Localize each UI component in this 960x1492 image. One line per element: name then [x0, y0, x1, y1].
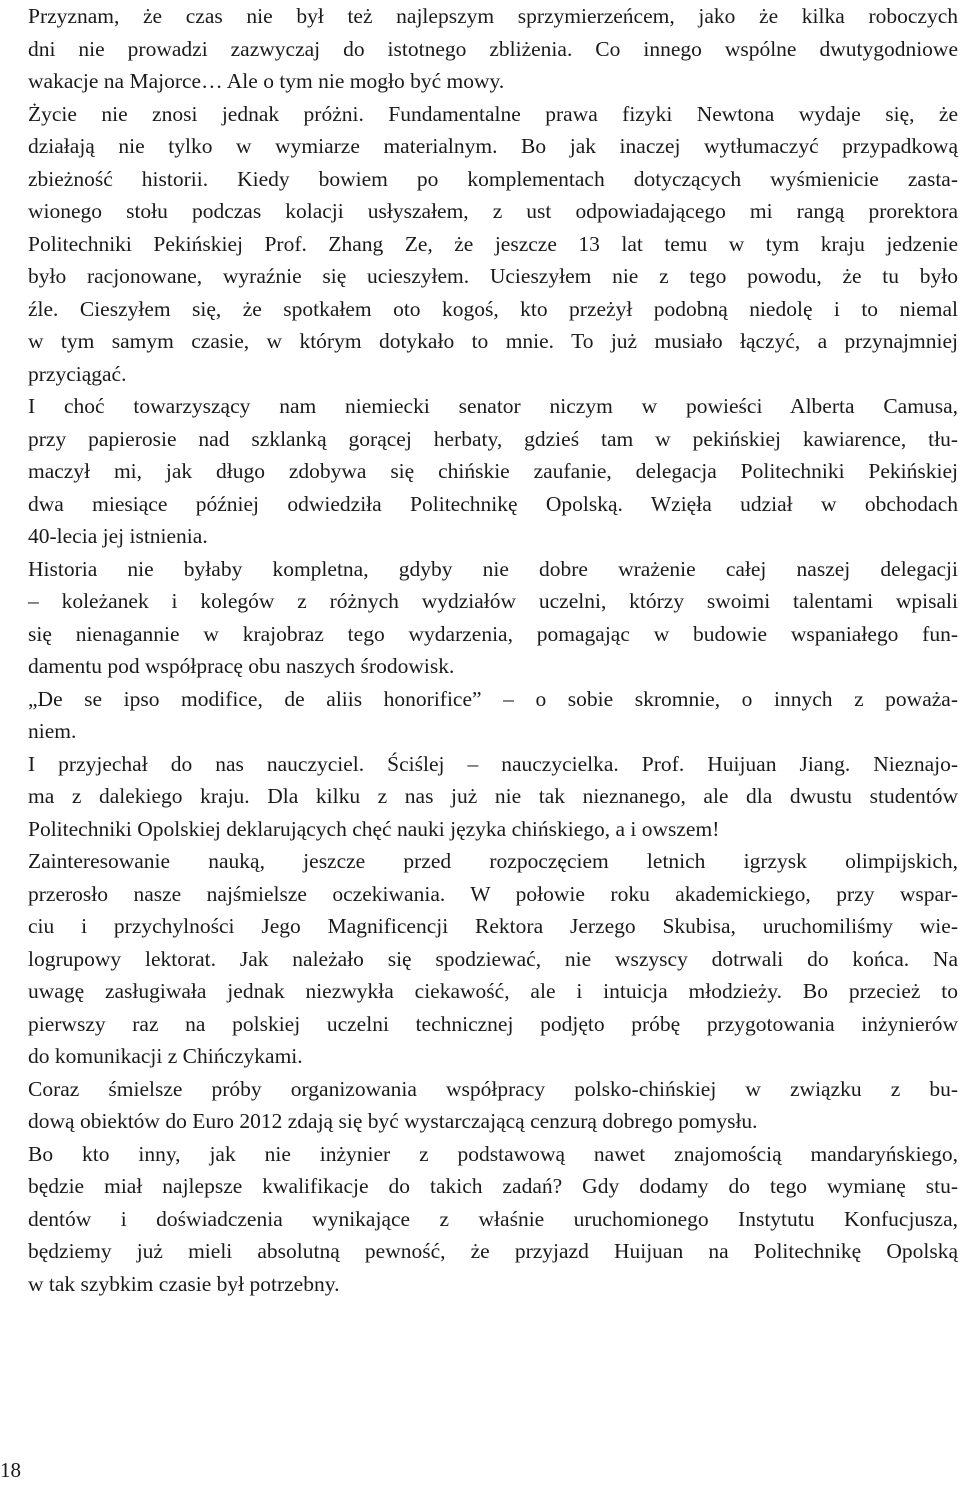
text-line: Bo kto inny, jak nie inżynier z podstawową nawet znajomością mandaryńskiego,: [28, 1141, 958, 1166]
text-line: w tym samym czasie, w którym dotykało to mnie. To już musiało łączyć, a przynajmniej: [28, 329, 958, 353]
text-line: przerosło nasze najśmielsze oczekiwania. W połowie roku akademickiego, przy wspar-: [28, 881, 958, 906]
text-line: ma z dalekiego kraju. Dla kilku z nas już nie tak nieznanego, ale dla dwustu studentów: [28, 784, 958, 808]
text-line: źle. Cieszyłem się, że spotkałem oto kogoś, kto przeżył podobną niedolę i to niemal: [28, 296, 958, 321]
text-line: Coraz śmielsze próby organizowania współpracy polsko-chińskiej w związku z bu-: [28, 1076, 958, 1101]
text-line: I przyjechał do nas nauczyciel. Ściślej – nauczycielka. Prof. Huijuan Jiang. Nieznajo-: [28, 751, 958, 776]
paragraph: [28, 390, 958, 553]
text-line: dwa miesiące później odwiedziła Politechnikę Opolską. Wzięła udział w obchodach: [28, 491, 958, 516]
paragraph: [28, 98, 958, 391]
text-line: działają nie tylko w wymiarze materialnym. Bo jak inaczej wytłumaczyć przypadkową: [28, 134, 958, 158]
text-line: Życie nie znosi jednak próżni. Fundamentalne prawa fizyki Newtona wydaje się, że: [28, 101, 958, 126]
text-line: Zainteresowanie nauką, jeszcze przed rozpoczęciem letnich igrzysk olimpijskich,: [28, 849, 958, 873]
text-line: logrupowy lektorat. Jak należało się spodziewać, nie wszyscy dotrwali do końca. Na: [28, 946, 958, 971]
text-line: się nienagannie w krajobraz tego wydarzenia, pomagając w budowie wspaniałego fun-: [28, 621, 958, 646]
text-line: będzie miał najlepsze kwalifikacje do takich zadań? Gdy dodamy do tego wymianę stu-: [28, 1174, 958, 1198]
text-line: pierwszy raz na polskiej uczelni technicznej podjęto próbę przygotowania inżynierów: [28, 1011, 958, 1036]
paragraph: [28, 1073, 958, 1138]
text-line: do komunikacji z Chińczykami.: [28, 1044, 303, 1068]
text-line: było racjonowane, wyraźnie się ucieszyłem. Ucieszyłem nie z tego powodu, że tu było: [28, 264, 958, 288]
text-line: będziemy już mieli absolutną pewność, że przyjazd Huijuan na Politechnikę Opolską: [28, 1239, 958, 1263]
text-line: przy papierosie nad szklanką gorącej herbaty, gdzieś tam w pekińskiej kawiarence, tłu-: [28, 426, 958, 451]
text-line: – koleżanek i kolegów z różnych wydziałów uczelni, którzy swoimi talentami wpisali: [28, 589, 958, 613]
text-line: Przyznam, że czas nie był też najlepszym sprzymierzeńcem, jako że kilka roboczych: [28, 4, 958, 28]
text-line: przyciągać.: [28, 361, 127, 386]
paragraph: [28, 1138, 958, 1301]
text-line: wionego stołu podczas kolacji usłyszałem, z ust odpowiadającego mi rangą prorektora: [28, 199, 958, 223]
paragraph: [28, 748, 958, 846]
text-line: „De se ipso modifice, de aliis honorifice” – o sobie skromnie, o innych z poważa-: [28, 686, 958, 711]
text-line: I choć towarzyszący nam niemiecki senator niczym w powieści Alberta Camusa,: [28, 394, 958, 418]
page-number: 18: [0, 1458, 21, 1482]
text-line: dentów i doświadczenia wynikające z właśnie uruchomionego Instytutu Konfucjusza,: [28, 1206, 958, 1231]
text-line: wakacje na Majorce… Ale o tym nie mogło być mowy.: [28, 69, 505, 93]
paragraph: [28, 0, 958, 98]
text-line: zbieżność historii. Kiedy bowiem po komplementach dotyczących wyśmienicie zasta-: [28, 166, 958, 191]
paragraph: [28, 553, 958, 683]
text-line: uwagę zasługiwała jednak niezwykła ciekawość, ale i intuicja młodzieży. Bo przecież to: [28, 979, 958, 1003]
paragraph: [28, 683, 958, 748]
paragraph: [28, 845, 958, 1073]
text-line: dową obiektów do Euro 2012 zdają się być wystarczającą cenzurą dobrego pomysłu.: [28, 1109, 758, 1133]
text-line: maczył mi, jak długo zdobywa się chińskie zaufanie, delegacja Politechniki Pekińskiej: [28, 459, 958, 483]
text-line: 40-lecia jej istnienia.: [28, 524, 208, 548]
text-line: ciu i przychylności Jego Magnificencji Rektora Jerzego Skubisa, uruchomiliśmy wie-: [28, 914, 958, 938]
text-line: Historia nie byłaby kompletna, gdyby nie dobre wrażenie całej naszej delegacji: [28, 556, 958, 581]
text-line: Politechniki Pekińskiej Prof. Zhang Ze, że jeszcze 13 lat temu w tym kraju jedzenie: [28, 231, 958, 256]
text-line: Politechniki Opolskiej deklarujących chęć nauki języka chińskiego, a i owszem!: [28, 816, 720, 841]
body-text: [28, 0, 958, 1300]
text-line: niem.: [28, 719, 77, 743]
text-line: w tak szybkim czasie był potrzebny.: [28, 1271, 340, 1296]
text-line: dni nie prowadzi zazwyczaj do istotnego zbliżenia. Co innego wspólne dwutygodniowe: [28, 36, 958, 61]
text-line: damentu pod współpracę obu naszych środowisk.: [28, 654, 455, 678]
